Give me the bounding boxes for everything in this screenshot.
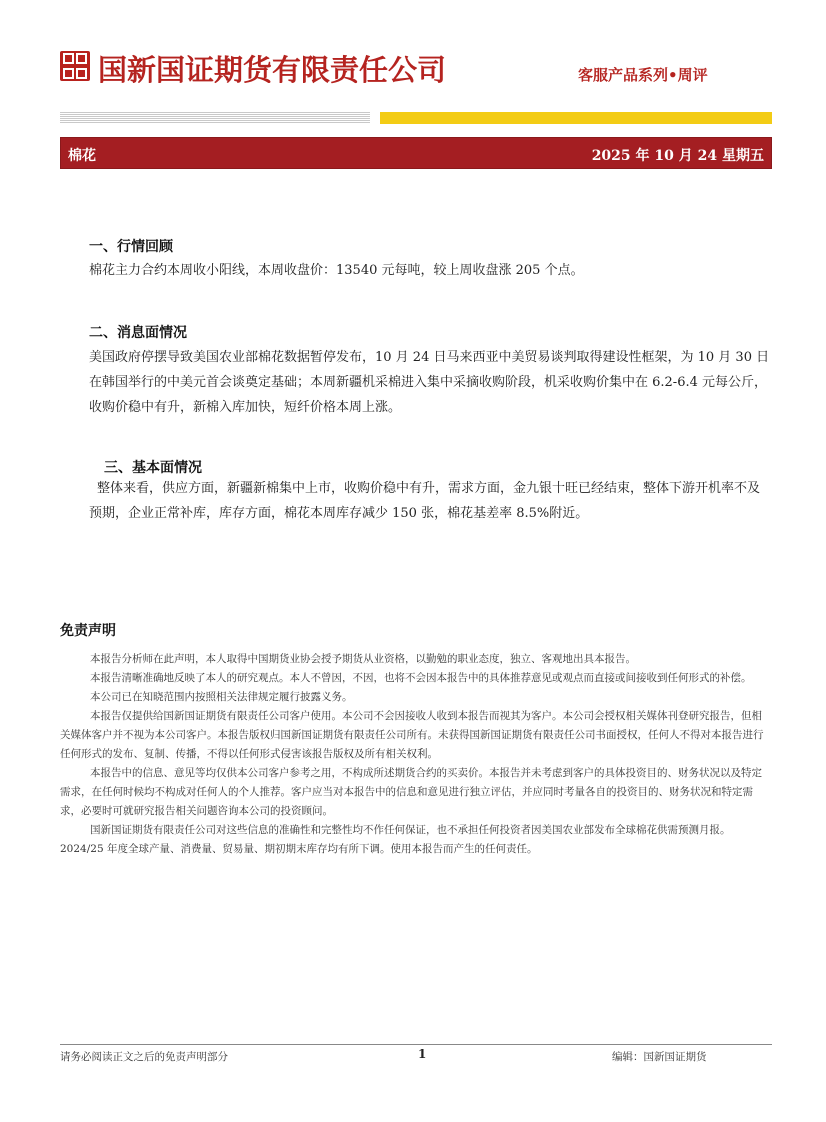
- section-title-market-review: 一、行情回顾: [89, 239, 173, 255]
- title-bar: [60, 137, 772, 169]
- company-name: 国新国证期货有限责任公司: [98, 53, 447, 87]
- disclaimer-paragraph: 国新国证期货有限责任公司对这些信息的准确性和完整性均不作任何保证，也不承担任何投资者因美国农业部发布全球棉花供需预测月报。2024/25 年度全球产量、消费量、贸易量、期初期末库存均有所下调。使用本报告而产生的任何责任。: [60, 824, 731, 855]
- report-series: 客服产品系列•周评: [578, 66, 708, 84]
- section-text-news: 美国政府停摆导致美国农业部棉花数据暂停发布，10 月 24 日马来西亚中美贸易谈判取得建设性框架，为 10 月 30 日在韩国举行的中美元首会谈奠定基础；本周新疆机采棉进入集中采摘收购阶段，机采收购价集中在 6.2-6.4 元每公斤，收购价稳中有升，新棉入库加快，短纤价格本周上涨。: [89, 350, 770, 415]
- disclaimer-paragraph: 本报告分析师在此声明，本人取得中国期货业协会授予期货从业资格，以勤勉的职业态度，独立、客观地出具本报告。: [90, 653, 636, 665]
- footer-editor: 编辑：国新国证期货: [612, 1051, 707, 1063]
- company-logo-icon: [60, 51, 90, 81]
- section-title-news: 二、消息面情况: [89, 325, 187, 341]
- commodity-label: 棉花: [68, 148, 96, 164]
- header-stripe-yellow: [380, 112, 772, 124]
- section-text-fundamentals: 整体来看，供应方面，新疆新棉集中上市，收购价稳中有升，需求方面，金九银十旺已经结束，整体下游开机率不及预期，企业正常补库，库存方面，棉花本周库存减少 150 张，棉花基差率 8.5%附近。: [89, 481, 761, 521]
- disclaimer-paragraph: 本报告中的信息、意见等均仅供本公司客户参考之用，不构成所述期货合约的买卖价。本报告并未考虑到客户的具体投资目的、财务状况以及特定需求，在任何时候均不构成对任何人的个人推荐。客户应当对本报告中的信息和意见进行独立评估，并应同时考量各自的投资目的、财务状况和特定需求，必要时可就研究报告相关问题咨询本公司的投资顾问。: [60, 767, 762, 817]
- disclaimer-title: 免责声明: [60, 623, 116, 639]
- section-title-fundamentals: 三、基本面情况: [104, 460, 202, 476]
- footer-notice: 请务必阅读正文之后的免责声明部分: [60, 1051, 228, 1063]
- section-text-market-review: 棉花主力合约本周收小阳线，本周收盘价：13540 元每吨，较上周收盘涨 205 个点。: [89, 263, 584, 278]
- header-stripe-gray: [60, 112, 370, 124]
- page-number: 1: [418, 1047, 427, 1061]
- report-date: 2025 年 10 月 24 星期五: [591, 148, 764, 164]
- disclaimer-body: [60, 650, 772, 859]
- disclaimer-paragraph: 本报告清晰准确地反映了本人的研究观点。本人不曾因，不因，也将不会因本报告中的具体推荐意见或观点而直接或间接收到任何形式的补偿。: [90, 672, 752, 684]
- disclaimer-paragraph: 本报告仅提供给国新国证期货有限责任公司客户使用。本公司不会因接收人收到本报告而视其为客户。本公司会授权相关媒体刊登研究报告，但相关媒体客户并不视为本公司客户。本报告版权归国新国证期货有限责任公司所有。未获得国新国证期货有限责任公司书面授权，任何人不得对本报告进行任何形式的发布、复制、传播，不得以任何形式侵害该报告版权及所有相关权利。: [60, 710, 764, 760]
- footer-divider: [60, 1044, 772, 1045]
- disclaimer-paragraph: 本公司已在知晓范围内按照相关法律规定履行披露义务。: [90, 691, 353, 703]
